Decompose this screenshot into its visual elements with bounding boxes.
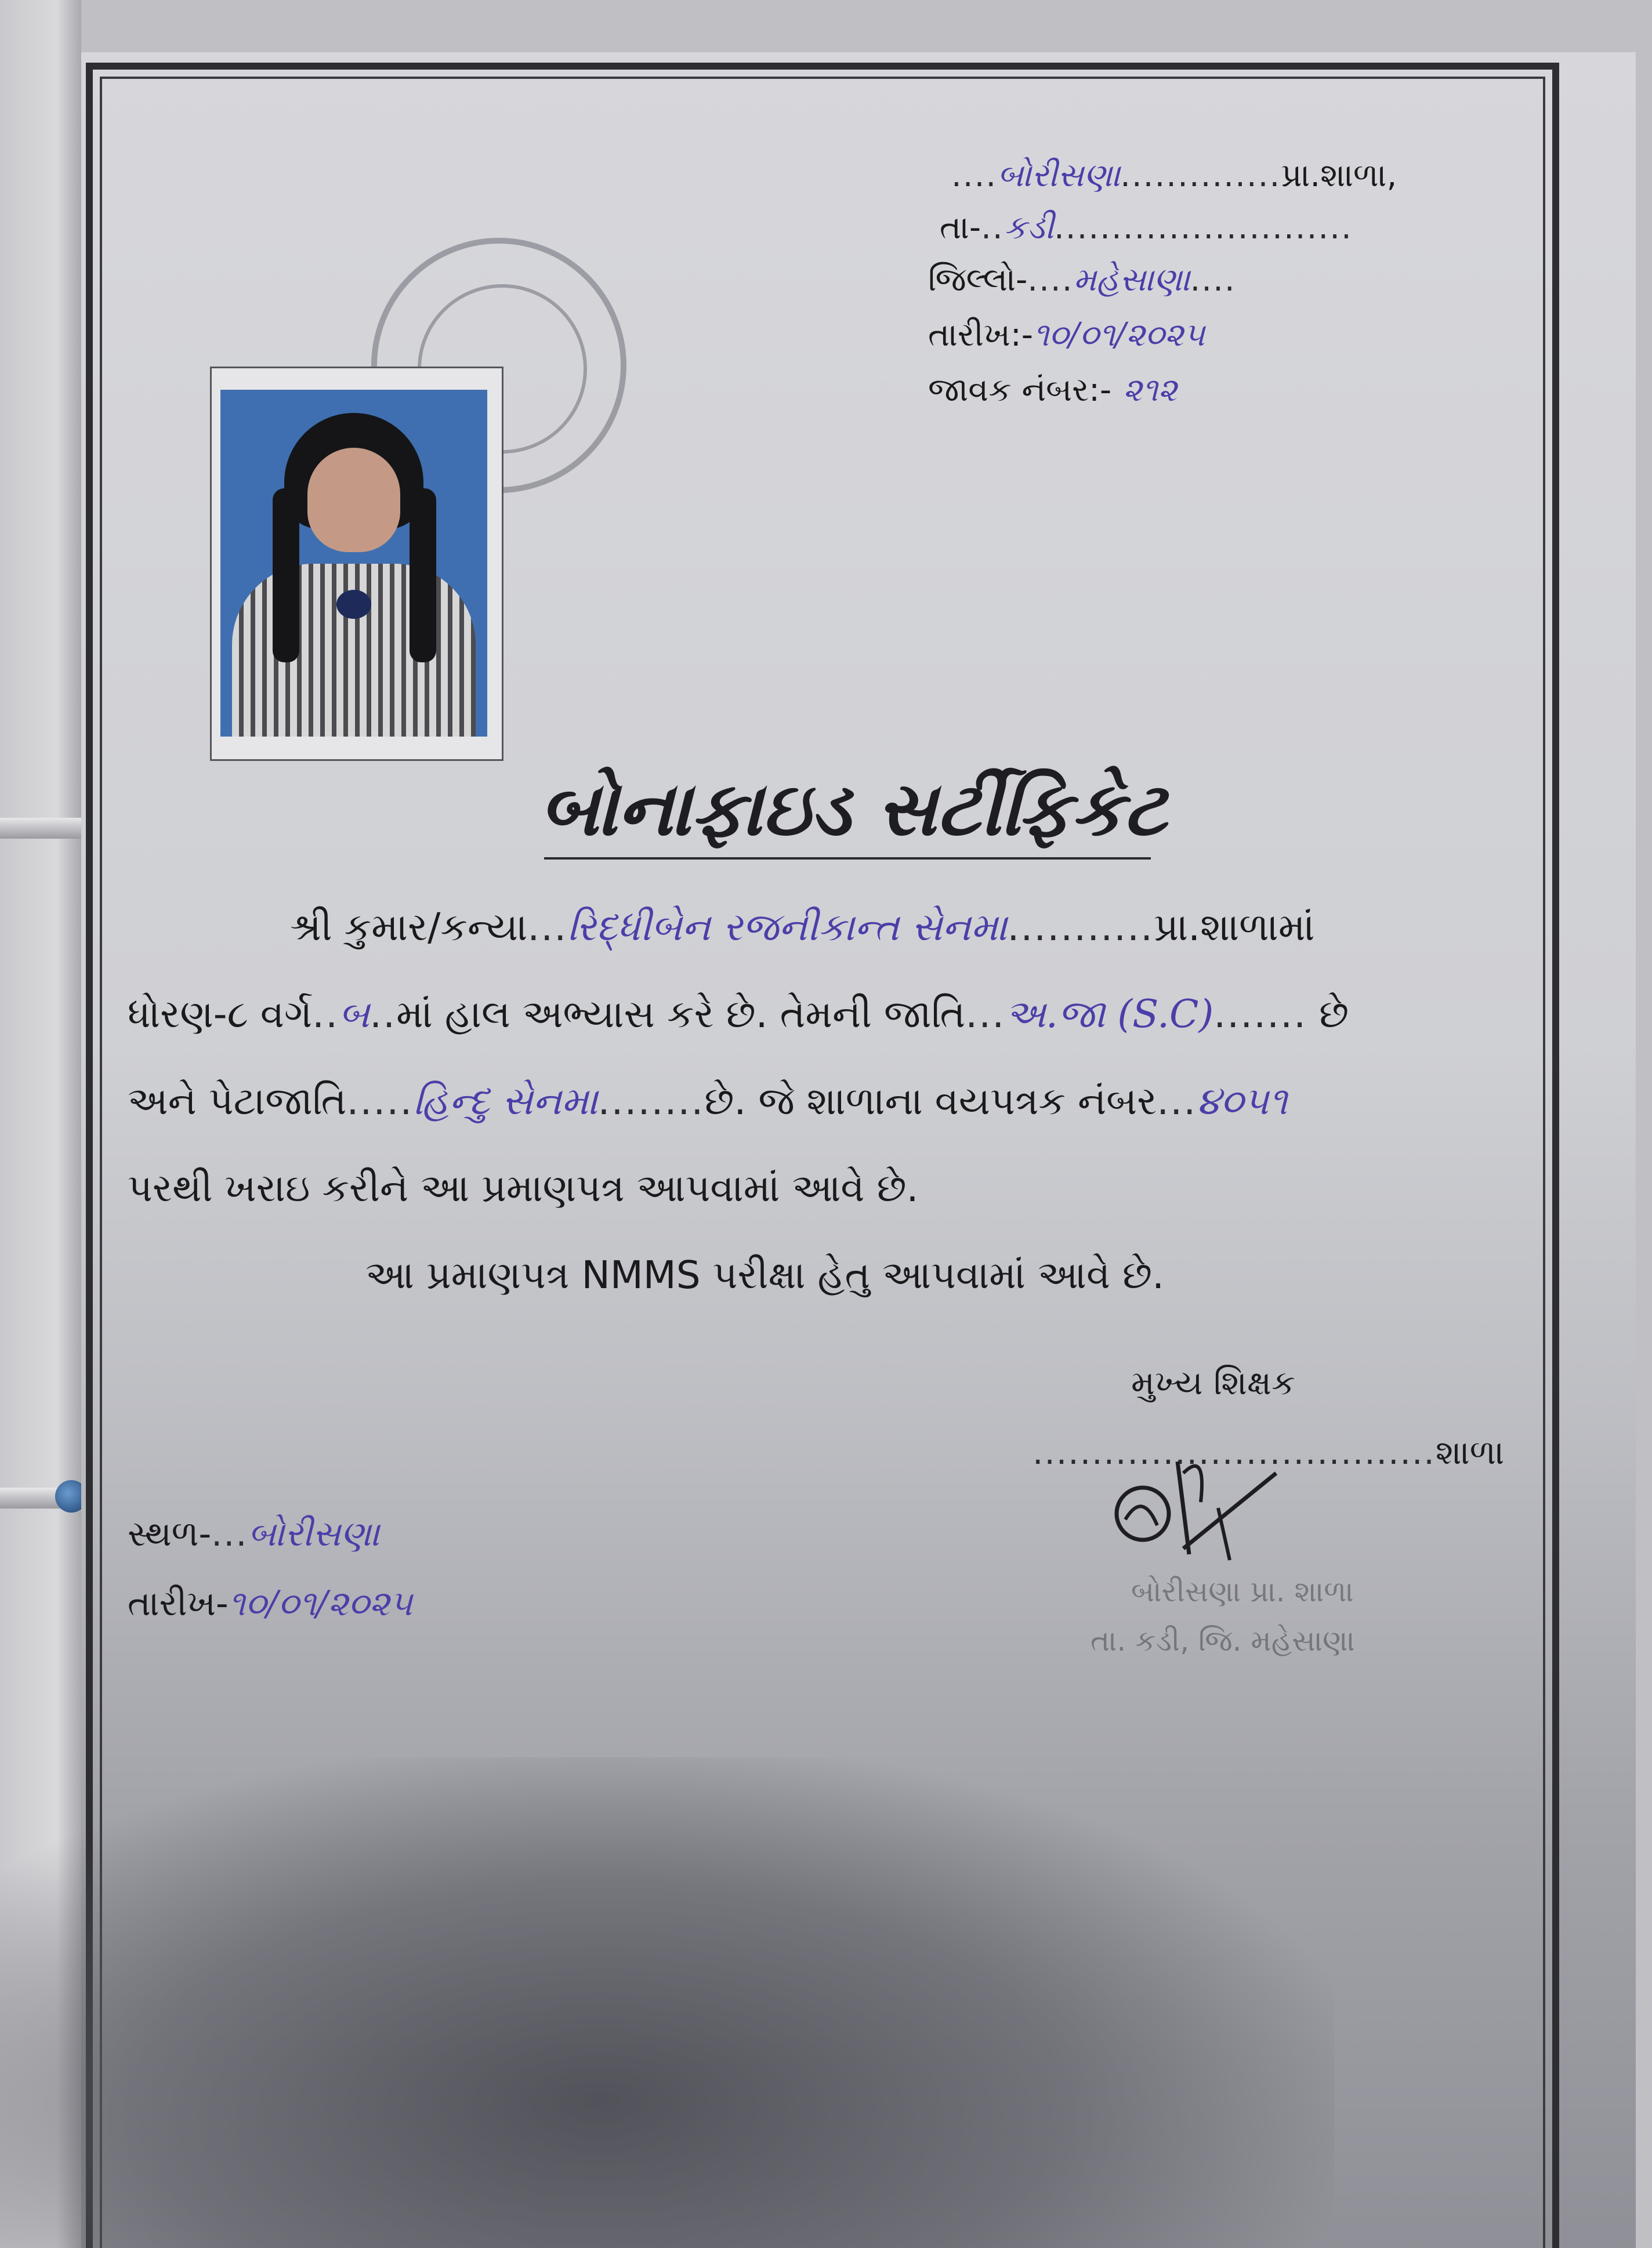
headmaster-signature [1102, 1438, 1299, 1578]
line2-suffix: છે [1319, 992, 1349, 1036]
header-district-line: જિલ્લો-....મહેસાણા.... [928, 261, 1236, 299]
title-underline [544, 857, 1151, 860]
line2-prefix: ધોરણ-૮ વર્ગ [128, 992, 313, 1036]
header-outward-value: ૨૧૨ [1122, 371, 1178, 409]
line3-prefix: અને પેટાજાતિ [128, 1079, 347, 1123]
line1-prefix: શ્રી કુમાર/કન્યા [290, 905, 528, 949]
body-line-4: પરથી ખરાઇ કરીને આ પ્રમાણપત્ર આપવામાં આવે છે. [128, 1166, 919, 1210]
footer-date-label: તારીખ- [128, 1583, 229, 1624]
header-school-value: બોરીસણા [997, 157, 1121, 194]
line2-mid: માં હાલ અભ્યાસ કરે છે. તેમની જાતિ [396, 992, 966, 1036]
header-district-value: મહેસાણા [1073, 261, 1190, 299]
footer-date-line [128, 1583, 412, 1624]
footer-place-line: સ્થળ-...બોરીસણા [128, 1514, 380, 1554]
footer-place-label: સ્થળ- [128, 1514, 212, 1554]
student-name: રિદ્ધીબેન રજનીકાન્ત સેનમા [567, 905, 1008, 949]
footer-place-value: બોરીસણા [248, 1514, 380, 1554]
header-district-label: જિલ્લો- [928, 261, 1028, 299]
class-value: બ [339, 992, 370, 1036]
body-line-5: આ પ્રમાણપત્ર NMMS પરીક્ષા હેતુ આપવામાં આવે છે. [365, 1253, 1165, 1297]
header-taluka-value: કડી [1003, 209, 1054, 246]
subcaste-value: હિન્દુ સેનમા [413, 1079, 598, 1123]
body-line-2: ધોરણ-૮ વર્ગ..બ..માં હાલ અભ્યાસ કરે છે. તેમની જાતિ...અ.જા (S.C)....... છે [128, 992, 1349, 1036]
body-line-1: શ્રી કુમાર/કન્યા...રિદ્ધીબેન રજનીકાન્ત સેનમા...........પ્રા.શાળામાં [290, 905, 1315, 949]
bottom-shadow [0, 1757, 1334, 2248]
caste-value: અ.જા (S.C) [1005, 992, 1214, 1036]
header-taluka-label: તા- [940, 209, 981, 246]
headmaster-designation: મુખ્ય શિક્ષક [1131, 1363, 1295, 1402]
footer-date-value: ૧૦/૦૧/૨૦૨૫ [228, 1583, 413, 1624]
header-date-line [928, 316, 1205, 354]
stamp-text-line-2: તા. કડી, જિ. મહેસાણા [1091, 1624, 1355, 1658]
register-number-value: ૪૦૫૧ [1197, 1079, 1288, 1123]
header-outward-label: જાવક નંબર:- [928, 371, 1112, 409]
body-line-3: અને પેટાજાતિ.....હિન્દુ સેનમા........છે. જે શાળાના વયપત્રક નંબર...૪૦૫૧ [128, 1079, 1288, 1123]
header-school-line: ....બોરીસણા..............પ્રા.શાળા, [951, 157, 1397, 194]
header-school-suffix: પ્રા.શાળા, [1281, 157, 1397, 194]
signature-school-suffix: શાળા [1435, 1433, 1505, 1472]
header-date-label: તારીખ:- [928, 316, 1033, 354]
header-date-value: ૧૦/૦૧/૨૦૨૫ [1032, 316, 1205, 354]
stamp-text-line-1: બોરીસણા પ્રા. શાળા [1131, 1575, 1354, 1608]
header-taluka-line: તા-..કડી.......................... [940, 209, 1353, 246]
line3-mid: છે. જે શાળાના વયપત્રક નંબર [704, 1079, 1157, 1123]
signature-school-line: ..................................શાળા [1032, 1433, 1505, 1472]
line1-suffix: પ્રા.શાળામાં [1154, 905, 1315, 949]
student-photo [220, 390, 487, 737]
certificate-title: બોનાફાઇડ સર્ટીફિકેટ [539, 766, 1167, 853]
header-outward-line [928, 371, 1177, 409]
